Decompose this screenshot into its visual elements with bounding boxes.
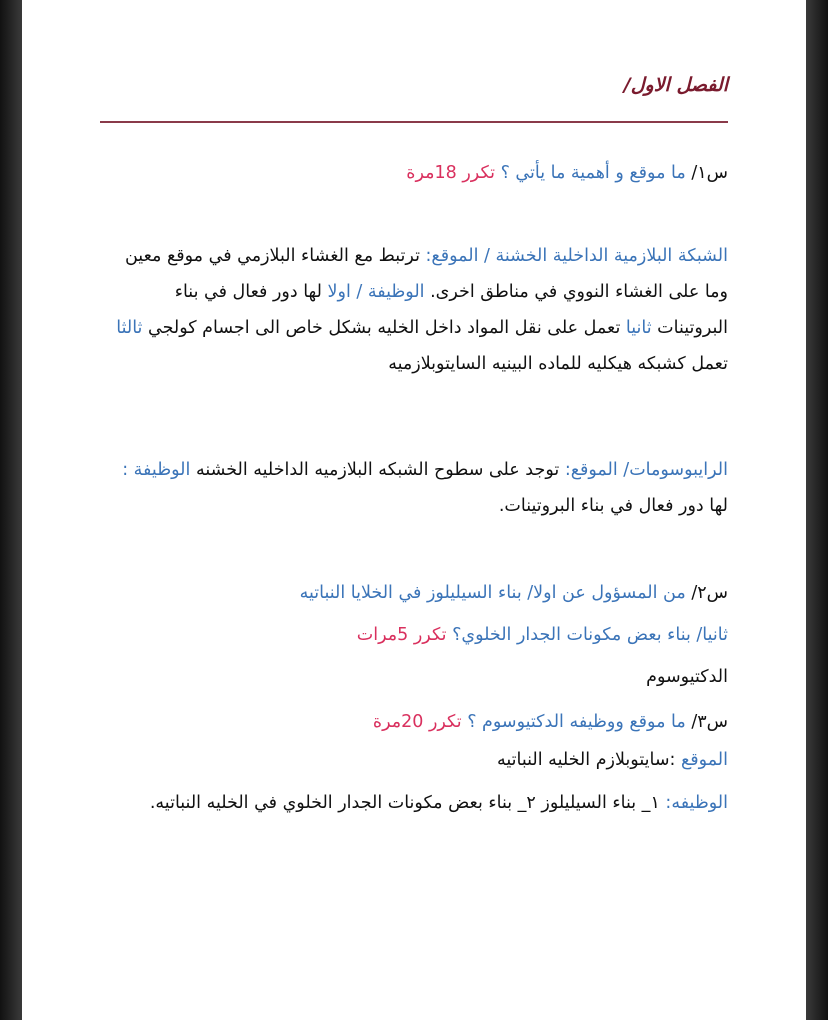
question-1-label: س١/ bbox=[691, 163, 728, 183]
question-3 bbox=[108, 704, 728, 740]
ribosomes-name: الرايبوسومات/ الموقع: bbox=[564, 460, 728, 480]
left-shadow-edge bbox=[0, 0, 22, 1020]
dictyosome-location-text: :سايتوبلازم الخليه النباتيه bbox=[497, 750, 676, 770]
rough-er-location: ترتبط مع الغشاء البلازمي في موقع معين وما على الغشاء النووي في مناطق اخرى. bbox=[124, 246, 728, 302]
rough-er-third-label: ثالثا bbox=[116, 318, 143, 338]
question-2 bbox=[108, 575, 728, 653]
rough-er-function-label: الوظيفة / اولا bbox=[327, 282, 425, 302]
question-3-text: ما موقع ووظيفه الدكتيوسوم ؟ bbox=[467, 712, 686, 732]
question-1 bbox=[88, 155, 728, 191]
ribosomes-function-label: الوظيفة : bbox=[122, 460, 191, 480]
question-1-repeat: تكرر 18مرة bbox=[406, 163, 495, 183]
question-2-repeat: تكرر 5مرات bbox=[356, 625, 447, 645]
dictyosome-location bbox=[108, 742, 728, 778]
question-2-label: س٢/ bbox=[691, 583, 728, 603]
right-shadow-edge bbox=[806, 0, 828, 1020]
question-2-line-2 bbox=[108, 617, 728, 653]
ribosomes-paragraph bbox=[108, 452, 728, 524]
rough-er-third: تعمل كشبكه هيكليه للماده البينيه السايتوبلازميه bbox=[388, 354, 728, 374]
chapter-title: الفصل الاول/ bbox=[623, 74, 728, 96]
question-3-repeat: تكرر 20مرة bbox=[372, 712, 462, 732]
question-1-text: ما موقع و أهمية ما يأتي ؟ bbox=[500, 163, 686, 183]
rough-er-second: تعمل على نقل المواد داخل الخليه بشكل خاص الى اجسام كولجي bbox=[148, 318, 621, 338]
rough-er-name: الشبكة البلازمية الداخلية الخشنة / الموقع: bbox=[425, 246, 728, 266]
question-2-text-1: من المسؤول عن اولا/ بناء السيليلوز في الخلايا النباتيه bbox=[299, 583, 686, 603]
rough-er-first: لها دور فعال في بناء البروتينات bbox=[174, 282, 728, 338]
dictyosome-function-text: ١_ بناء السيليلوز ٢_ بناء بعض مكونات الجدار الخلوي في الخليه النباتيه. bbox=[149, 793, 660, 813]
ribosomes-location: توجد على سطوح الشبكه البلازميه الداخليه الخشنه bbox=[195, 460, 560, 480]
dictyosome-location-label: الموقع bbox=[680, 750, 728, 770]
dictyosome-function bbox=[88, 785, 728, 821]
document-page bbox=[22, 0, 806, 1020]
header-rule bbox=[100, 121, 728, 123]
rough-er-second-label: ثانيا bbox=[625, 318, 652, 338]
rough-er-paragraph bbox=[108, 238, 728, 382]
question-2-line-1 bbox=[108, 575, 728, 611]
question-3-label: س٣/ bbox=[691, 712, 728, 732]
question-2-answer: الدكتيوسوم bbox=[646, 667, 728, 687]
ribosomes-function: لها دور فعال في بناء البروتينات. bbox=[498, 496, 728, 516]
dictyosome-function-label: الوظيفه: bbox=[665, 793, 728, 813]
question-2-text-2: ثانيا/ بناء بعض مكونات الجدار الخلوي؟ bbox=[452, 625, 728, 645]
